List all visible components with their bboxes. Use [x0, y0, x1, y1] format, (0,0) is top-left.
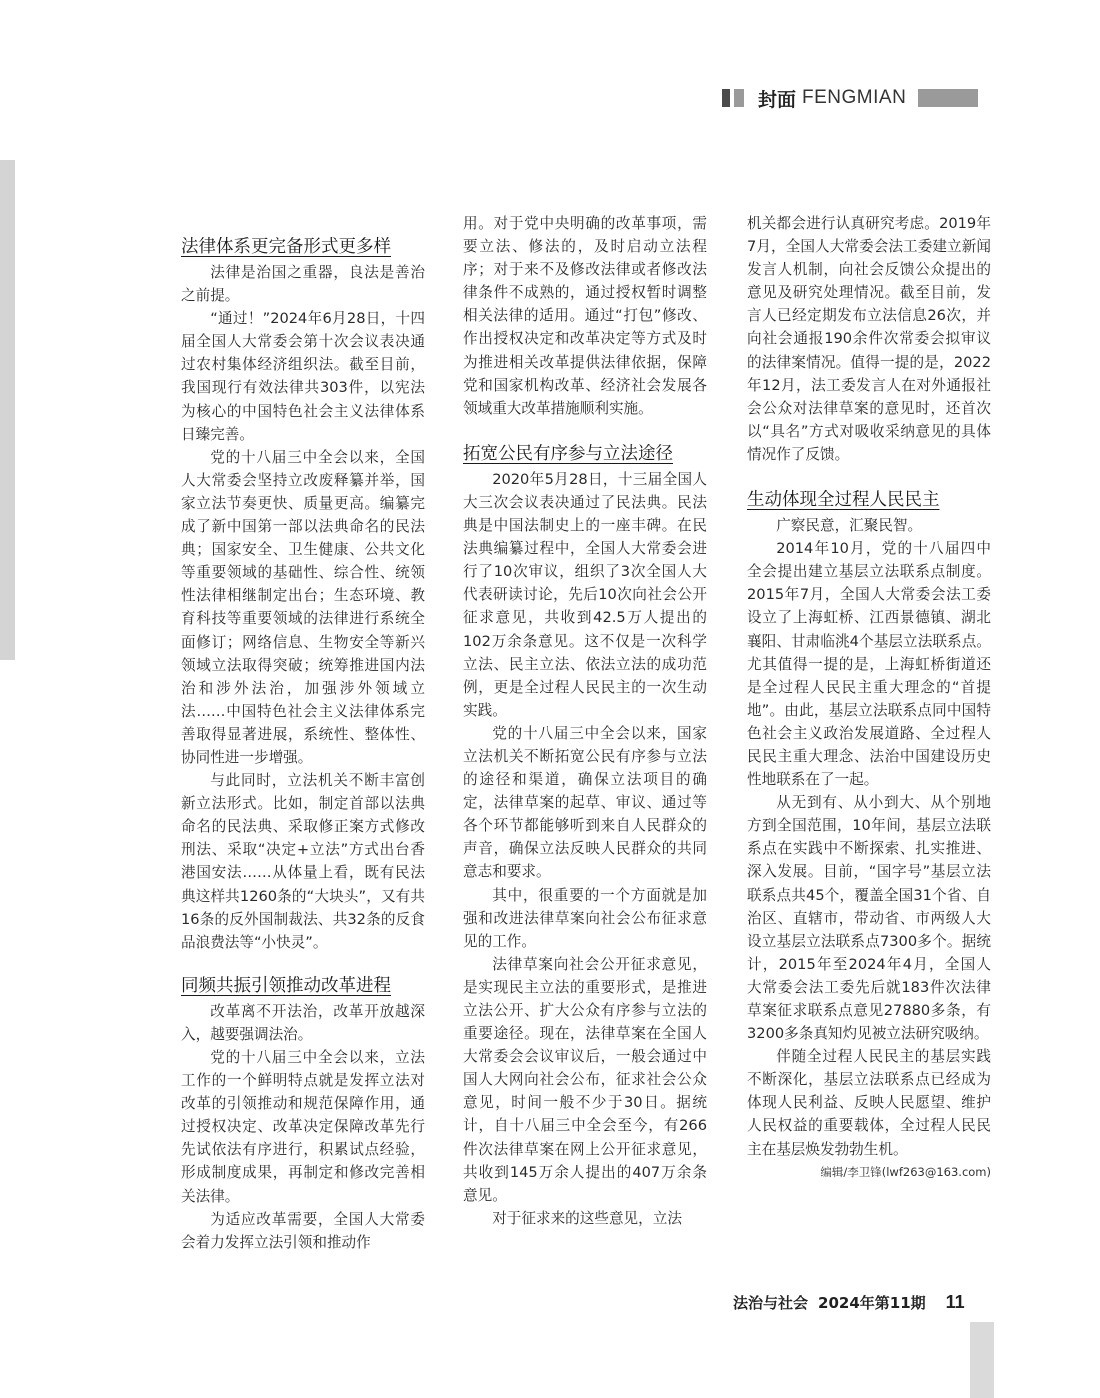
magazine-name: 法治与社会 [733, 1294, 809, 1312]
header-bar-long [918, 89, 978, 107]
page-number: 11 [945, 1292, 965, 1312]
section-title-en: FENGMIAN [802, 87, 907, 108]
paragraph: 党的十八届三中全会以来，立法工作的一个鲜明特点就是发挥立法对改革的引领推动和规范保障作用，通过授权决定、改革决定保障改革先行先试依法有序进行，积累试点经验，形成制度成果，再制定和修改完善相关法律。 [181, 1049, 425, 1205]
issue-label: 2024年第11期 [818, 1294, 926, 1312]
paragraph: 与此同时，立法机关不断丰富创新立法形式。比如，制定首部以法典命名的民法典、采取修正案方式修改刑法、采取“决定+立法”方式出台香港国安法……从体量上看，既有民法典这样共1260条的“大块头”，又有共16条的反外国制裁法、共32条的反食品浪费法等“小快灵”。 [181, 772, 425, 951]
section-title-cn: 封面 [758, 88, 797, 111]
page-footer [733, 1292, 965, 1313]
paragraph: 伴随全过程人民民主的基层实践不断深化，基层立法联系点已经成为体现人民利益、反映人民愿望、维护人民权益的重要载体，全过程人民民主在基层焕发勃勃生机。 [747, 1048, 991, 1158]
text-column-2 [463, 212, 707, 1230]
editor-credit: 编辑/李卫锋(lwf263@163.com) [820, 1164, 991, 1179]
header-bar-dark [722, 89, 730, 107]
paragraph: “通过！”2024年6月28日，十四届全国人大常委会第十次会议表决通过农村集体经济组织法。截至目前，我国现行有效法律共303件，以宪法为核心的中国特色社会主义法律体系日臻完善。 [181, 310, 425, 443]
paragraph: 党的十八届三中全会以来，国家立法机关不断拓宽公民有序参与立法的途径和渠道，确保立法项目的确定，法律草案的起草、审议、通过等各个环节都能够听到来自人民群众的声音，确保立法反映人民群众的共同意志和要求。 [463, 724, 707, 881]
text-column-3 [747, 212, 991, 1181]
paragraph: 机关都会进行认真研究考虑。2019年7月，全国人大常委会法工委建立新闻发言人机制，向社会反馈公众提出的意见及研究处理情况。截至目前，发言人已经定期发布立法信息26次，并向社会通报190余件次常委会拟审议的法律案情况。值得一提的是，2022年12月，法工委发言人在对外通报社会公众对法律草案的意见时，还首次以“具名”方式对吸收采纳意见的具体情况作了反馈。 [747, 215, 991, 463]
subheading: 法律体系更完备形式更多样 [181, 237, 391, 257]
paragraph: 从无到有、从小到大、从个别地方到全国范围，10年间，基层立法联系点在实践中不断探索、扎实推进、深入发展。目前，“国字号”基层立法联系点共45个，覆盖全国31个省、自治区、直辖市，带动省、市两级人大设立基层立法联系点7300多个。据统计，2015年至2024年4月，全国人大常委会法工委先后就183件次法律草案征求联系点意见27880多条，有3200多条真知灼见被立法研究吸纳。 [747, 794, 991, 1043]
paragraph: 法律是治国之重器，良法是善治之前提。 [181, 264, 425, 305]
paragraph: 党的十八届三中全会以来，全国人大常委会坚持立改废释纂并举，国家立法节奏更快、质量更高。编纂完成了新中国第一部以法典命名的民法典；国家安全、卫生健康、公共文化等重要领域的基础性、综合性、统领性法律相继制定出台；生态环境、教育科技等重要领域的法律进行系统全面修订；网络信息、生物安全等新兴领域立法取得突破；统筹推进国内法治和涉外法治，加强涉外领域立法……中国特色社会主义法律体系完善取得显著进展，系统性、整体性、协同性进一步增强。 [181, 448, 425, 766]
text-column-1 [181, 235, 425, 1254]
paragraph: 广察民意，汇聚民智。 [776, 517, 923, 535]
subheading: 同频共振引领推动改革进程 [181, 975, 391, 996]
paragraph: 改革离不开法治，改革开放越深入，越要强调法治。 [181, 1002, 425, 1043]
paragraph: 2020年5月28日，十三届全国人大三次会议表决通过了民法典。民法典是中国法制史上的一座丰碑。在民法典编纂过程中，全国人大常委会进行了10次审议，组织了3次全国人大代表研读讨论，先后10次向社会公开征求意见，共收到42.5万人提出的102万余条意见。这不仅是一次科学立法、民主立法、依法立法的成功范例，更是全过程人民民主的一次生动实践。 [463, 470, 707, 719]
paragraph: 其中，很重要的一个方面就是加强和改进法律草案向社会公布征求意见的工作。 [463, 886, 707, 950]
paragraph: 对于征求来的这些意见，立法 [492, 1209, 682, 1227]
paragraph: 为适应改革需要，全国人大常委会着力发挥立法引领和推动作 [181, 1210, 425, 1251]
subheading: 生动体现全过程人民民主 [747, 490, 940, 511]
paragraph: 用。对于党中央明确的改革事项，需要立法、修法的，及时启动立法程序；对于来不及修改法律或者修改法律条件不成熟的，通过授权暂时调整相关法律的适用。通过“打包”修改、作出授权决定和改革决定等方式及时为推进相关改革提供法律依据，保障党和国家机构改革、经济社会发展各领域重大改革措施顺利实施。 [463, 215, 707, 417]
paragraph: 2014年10月，党的十八届四中全会提出建立基层立法联系点制度。2015年7月，全国人大常委会法工委设立了上海虹桥、江西景德镇、湖北襄阳、甘肃临洮4个基层立法联系点。尤其值得一提的是，上海虹桥街道还是全过程人民民主重大理念的“首提地”。由此，基层立法联系点同中国特色社会主义政治发展道路、全过程人民民主重大理念、法治中国建设历史性地联系在了一起。 [747, 540, 991, 789]
page-edge-tab [970, 1322, 994, 1398]
left-image-edge [0, 160, 15, 660]
header-bar-gray [734, 89, 744, 107]
section-header [722, 86, 978, 110]
paragraph: 法律草案向社会公开征求意见，是实现民主立法的重要形式，是推进立法公开、扩大公众有序参与立法的重要途径。现在，法律草案在全国人大常委会会议审议后，一般会通过中国人大网向社会公布，征求社会公众意见，时间一般不少于30日。据统计，自十八届三中全会至今，有266件次法律草案在网上公开征求意见，共收到145万余人提出的407万余条意见。 [463, 955, 707, 1204]
subheading: 拓宽公民有序参与立法途径 [463, 443, 673, 464]
